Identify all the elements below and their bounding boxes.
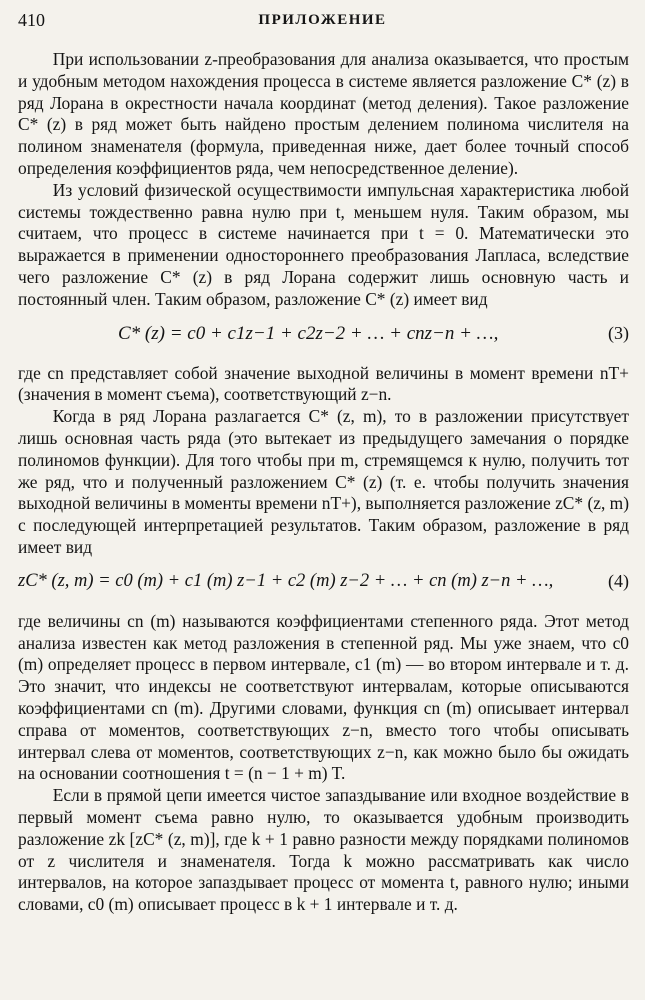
page-body — [18, 49, 629, 916]
paragraph-pure-delay: Если в прямой цепи имеется чистое запаздывание или входное воздействие в первый момент съема равно нулю, то оказывается удобным производить разложение zk [zC* (z, m)], где k + 1 равно разности между порядками полиномов от z числителя и знаменателя. Тогда k можно рассматривать как число интервалов, на которое запаздывает процесс от момента t, равного нулю; иными словами, c0 (m) описывает процесс в k + 1 интервале и т. д. — [18, 785, 629, 915]
page-header — [0, 10, 645, 32]
paragraph-physical-realizability: Из условий физической осуществимости импульсная характеристика любой системы тождественно равна нулю при t, меньшем нуля. Таким образом, мы считаем, что процесс в системе начинается при t = 0. Математически это выражается в применении одностороннего преобразования Лапласа, вследствие чего разложение C* (z) в ряд Лорана содержит лишь основную часть и постоянный член. Таким образом, разложение C* (z) имеет вид — [18, 179, 629, 309]
equation-3-number: (3) — [608, 322, 629, 343]
paragraph-laurent-expansion-m: Когда в ряд Лорана разлагается C* (z, m), то в разложении присутствует лишь основная часть ряда (это вытекает из предыдущего замечания о порядке полиномов функции). Для того чтобы при m, стремящемся к нулю, получить тот же ряд, что и полученный разложением C* (z) (т. е. чтобы получить значения выходной величины в моменты времени nT+), выполняется разложение zC* (z, m) с последующей интерпретацией результатов. Таким образом, разложение в ряд имеет вид — [18, 406, 629, 557]
equation-4-number: (4) — [608, 570, 629, 591]
paragraph-cn-meaning: где cn представляет собой значение выходной величины в момент времени nT+ (значения в момент съема), соответствующий z−n. — [18, 362, 629, 405]
running-title: ПРИЛОЖЕНИЕ — [258, 12, 387, 28]
paragraph-z-transform-method: При использовании z-преобразования для анализа оказывается, что простым и удобным методом нахождения процесса в системе является разложение C* (z) в ряд Лорана в окрестности начала координат (метод деления). Такое разложение C* (z) в ряд может быть найдено простым делением полинома числителя на полином знаменателя (формула, приведенная ниже, дает более точный способ определения коэффициентов ряда, чем непосредственное деление). — [18, 49, 629, 178]
equation-3-body: C* (z) = c0 + c1z−1 + c2z−2 + … + cnz−n + …, — [118, 322, 499, 344]
equation-4-body: zC* (z, m) = c0 (m) + c1 (m) z−1 + c2 (m) z−2 + … + cn (m) z−n + …, — [18, 570, 554, 591]
paragraph-power-series-coefficients: где величины cn (m) называются коэффициентами степенного ряда. Этот метод анализа известен как метод разложения в степенной ряд. Мы уже знаем, что c0 (m) определяет процесс в первом интервале, c1 (m) — во втором интервале и т. д. Это значит, что индексы не соответствуют интервалам, которые описываются коэффициентами cn (m). Другими словами, функция cn (m) описывает интервал справа от моментов, соответствующих z−n, вместо того чтобы описывать интервал слева от моментов, соответствующих z−n, как можно было бы ожидать на основании соотношения t = (n − 1 + m) T. — [18, 610, 629, 784]
equation-3 — [18, 311, 629, 363]
page-number: 410 — [18, 10, 45, 30]
equation-4 — [18, 559, 629, 611]
